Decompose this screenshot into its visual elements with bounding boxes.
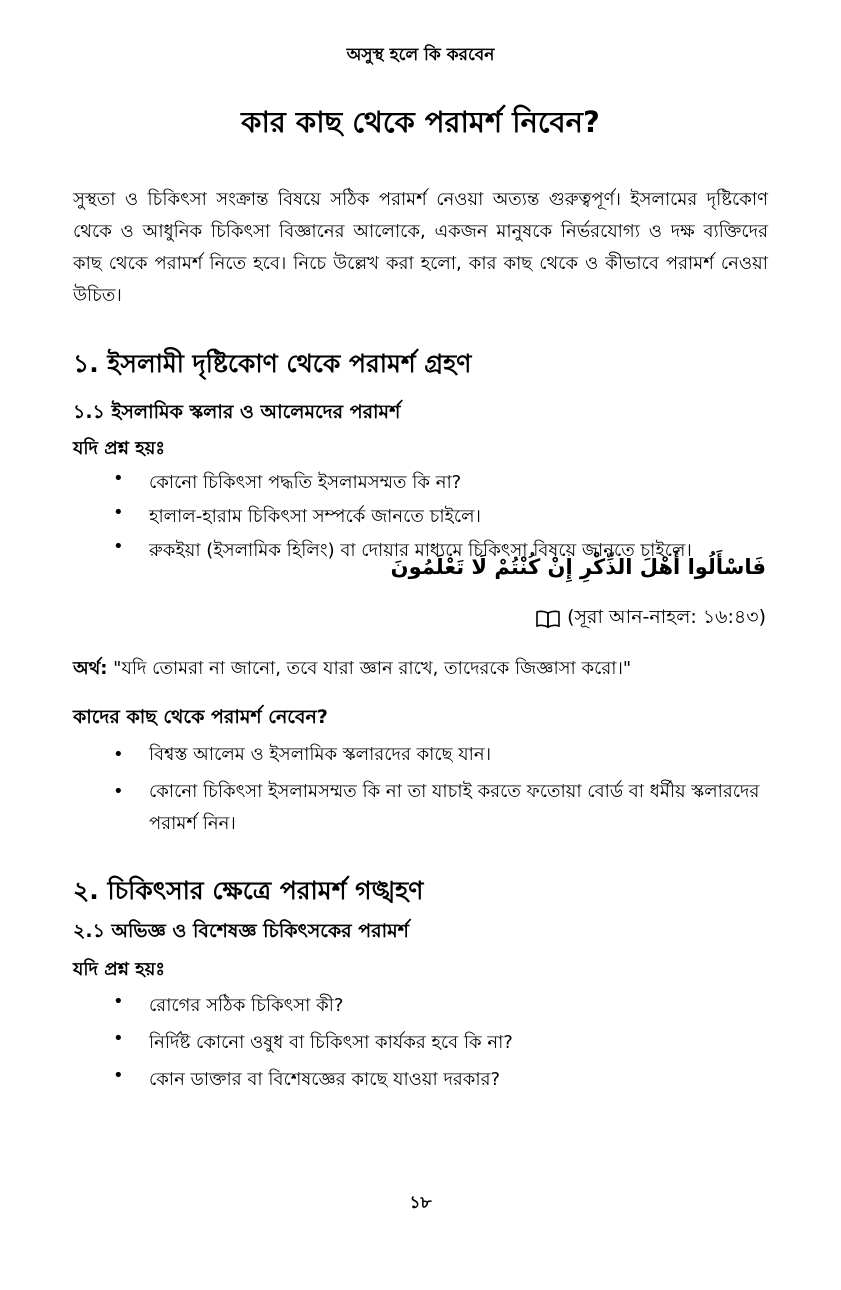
meaning-text: "যদি তোমরা না জানো, তবে যারা জ্ঞান রাখে, তাদেরকে জিজ্ঞাসা করো।" xyxy=(107,658,632,679)
whom-heading: কাদের কাছ থেকে পরামর্শ নেবেন? xyxy=(73,706,328,728)
list-item: • বিশ্বস্ত আলেম ও ইসলামিক স্কলারদের কাছে যান। xyxy=(73,739,768,771)
intro-paragraph: সুস্থতা ও চিকিৎসা সংক্রান্ত বিষয়ে সঠিক পরামর্শ নেওয়া অত্যন্ত গুরুত্বপূর্ণ। ইসলামের দৃষ্টিকোণ থেকে ও আধুনিক চিকিৎসা বিজ্ঞানের আলোকে, একজন মানুষকে নির্ভরযোগ্য ও দক্ষ ব্যক্তিদের কাছ থেকে পরামর্শ নিতে হবে। নিচে উল্লেখ করা হলো, কার কাছ থেকে ও কীভাবে পরামর্শ নেওয়া উচিত। xyxy=(73,189,768,306)
arabic-verse: فَاسْأَلُوا أَهْلَ الذِّكْرِ إِنْ كُنْتُمْ لَا تَعْلَمُونَ xyxy=(390,555,766,579)
section1-subheading: ১.১ ইসলামিক স্কলার ও আলেমদের পরামর্শ xyxy=(73,401,401,423)
list-item: • কোনো চিকিৎসা পদ্ধতি ইসলামসম্মত কি না? xyxy=(73,468,768,502)
meaning-label: অর্থ: xyxy=(73,658,108,679)
list-item: • রুকইয়া (ইসলামিক হিলিং) বা দোয়ার মাধ্যমে চিকিৎসা বিষয়ে জানতে চাইলে। xyxy=(73,536,768,570)
section2-subheading: ২.১ অভিজ্ঞ ও বিশেষজ্ঞ চিকিৎসকের পরামর্শ xyxy=(73,920,409,942)
section1-heading: ১. ইসলামী দৃষ্টিকোণ থেকে পরামর্শ গ্রহণ xyxy=(73,349,472,378)
section1-if-label: যদি প্রশ্ন হয়ঃ xyxy=(73,438,165,459)
whom-list xyxy=(73,739,768,840)
list-item: • নির্দিষ্ট কোনো ওষুধ বা চিকিৎসা কার্যকর হবে কি না? xyxy=(73,1028,768,1065)
section2-question-list xyxy=(73,991,768,1102)
section2-heading: ২. চিকিৎসার ক্ষেত্রে পরামর্শ গঙ্খহণ xyxy=(73,876,424,905)
verse-meaning xyxy=(73,654,768,685)
page-number: ১৮ xyxy=(409,1193,432,1213)
open-book-icon xyxy=(535,609,561,629)
section2-if-label: যদি প্রশ্ন হয়ঃ xyxy=(73,959,165,980)
list-item: • হালাল-হারাম চিকিৎসা সম্পর্কে জানতে চাইলে। xyxy=(73,502,768,536)
list-item: • কোনো চিকিৎসা ইসলামসম্মত কি না তা যাচাই করতে ফতোয়া বোর্ড বা ধর্মীয় স্কলারদের পরামর্শ নিন। xyxy=(73,776,768,840)
running-header: অসুস্থ হলে কি করবেন xyxy=(346,45,495,65)
list-item: • কোন ডাক্তার বা বিশেষজ্ঞের কাছে যাওয়া দরকার? xyxy=(73,1065,768,1102)
verse-reference-text: (সূরা আন-নাহল: ১৬:৪৩) xyxy=(567,606,766,628)
list-item: • রোগের সঠিক চিকিৎসা কী? xyxy=(73,991,768,1028)
verse-reference xyxy=(535,603,766,635)
page-title: কার কাছ থেকে পরামর্শ নিবেন? xyxy=(241,105,600,139)
